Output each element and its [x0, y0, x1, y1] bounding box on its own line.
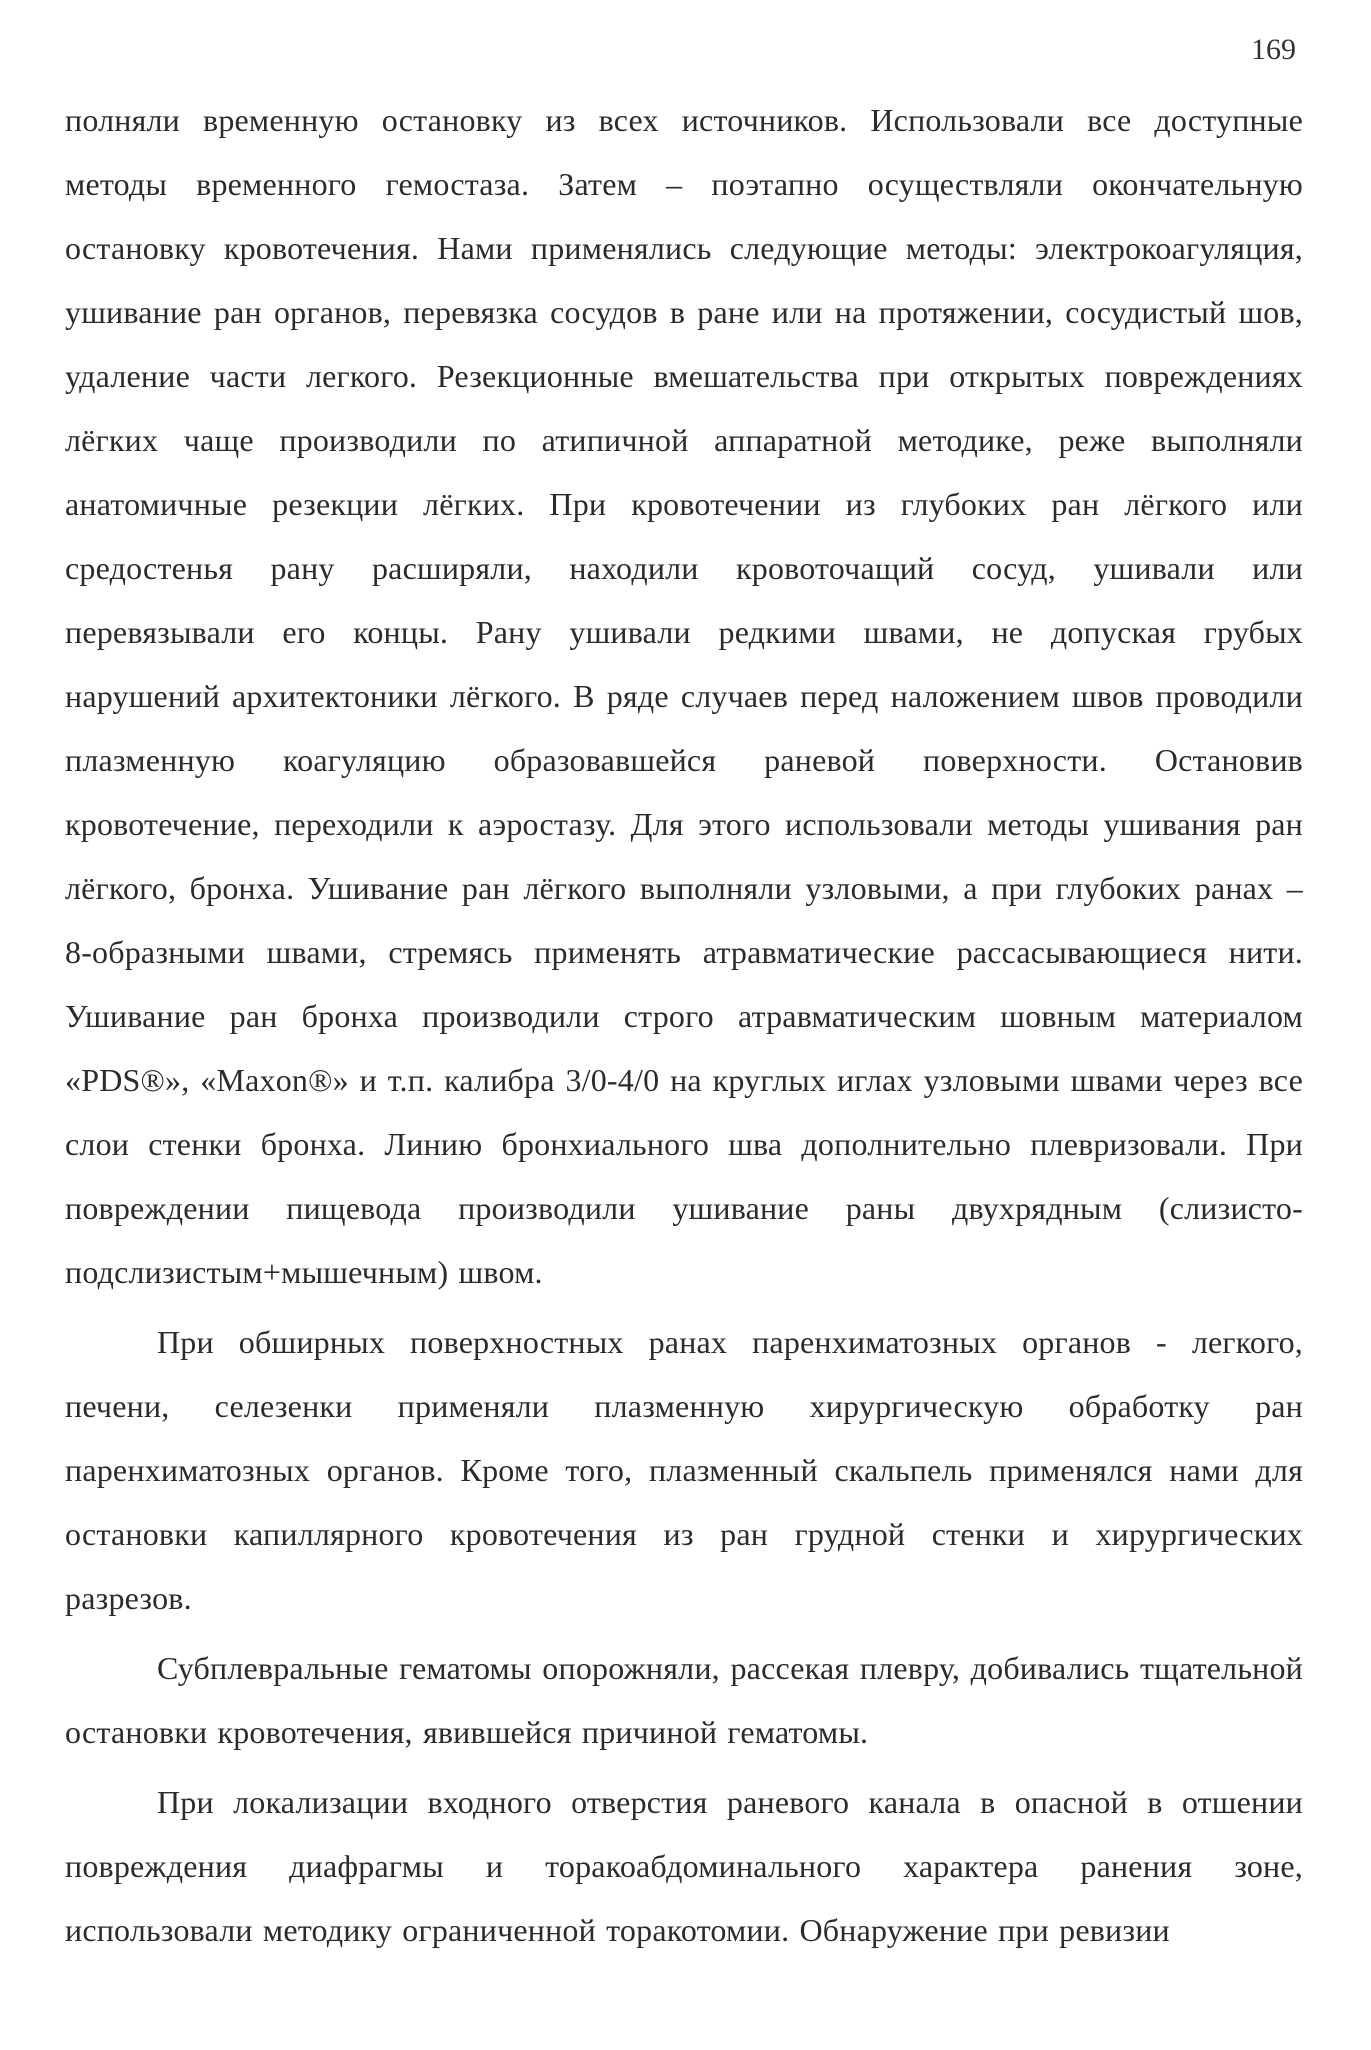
paragraph: При локализации входного отверстия раневого канала в опасной в отшении повреждения диафрагмы и торакоабдоминального характера ранения зоне, использовали методику ограниченной торакотомии. Обнаружение при ревизии — [65, 1784, 1303, 1948]
body-text — [65, 88, 1303, 1962]
paragraph-continued: полняли временную остановку из всех источников. Использовали все доступные методы временного гемостаза. Затем – поэтапно осуществляли окончательную остановку кровотечения. Нами применялись следующие методы: электрокоагуляция, ушивание ран органов, перевязка сосудов в ране или на протяжении, сосудистый шов, удаление части легкого. Резекционные вмешательства при открытых повреждениях лёгких чаще производили по атипичной аппаратной методике, реже выполняли анатомичные резекции лёгких. При кровотечении из глубоких ран лёгкого или средостенья рану расширяли, находили кровоточащий сосуд, ушивали или перевязывали его концы. Рану ушивали редкими швами, не допуская грубых нарушений архитектоники лёгкого. В ряде случаев перед наложением швов проводили плазменную коагуляцию образовавшейся раневой поверхности. Остановив кровотечение, переходили к аэростазу. Для этого использовали методы ушивания ран лёгкого, бронха. Ушивание ран лёгкого выполняли узловыми, а при глубоких ранах – 8-образными швами, стремясь применять атравматические рассасывающиеся нити. Ушивание ран бронха производили строго атравматическим шовным материалом «PDS®», «Maxon®» и т.п. калибра 3/0-4/0 на круглых иглах узловыми швами через все слои стенки бронха. Линию бронхиального шва дополнительно плевризовали. При повреждении пищевода производили ушивание раны двухрядным (слизисто-подслизистым+мышечным) швом. — [65, 102, 1303, 1290]
page-number: 169 — [1251, 33, 1296, 66]
paragraph: Субплевральные гематомы опорожняли, рассекая плевру, добивались тщательной остановки кровотечения, явившейся причиной гематомы. — [65, 1650, 1303, 1750]
paragraph: При обширных поверхностных ранах паренхиматозных органов - легкого, печени, селезенки применяли плазменную хирургическую обработку ран паренхиматозных органов. Кроме того, плазменный скальпель применялся нами для остановки капиллярного кровотечения из ран грудной стенки и хирургических разрезов. — [65, 1324, 1303, 1616]
